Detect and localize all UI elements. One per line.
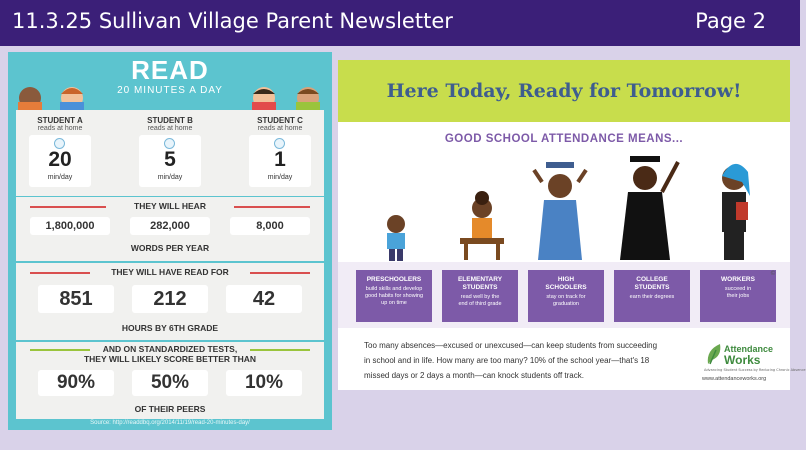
stage-desc-line: graduation (553, 301, 579, 307)
student-reads-label: reads at home (147, 125, 193, 132)
paragraph-line: missed days or 2 days a month—can knock students off track. (364, 371, 584, 380)
test-scores-title-line1: AND ON STANDARDIZED TESTS, (102, 344, 238, 354)
words-heard-title: THEY WILL HEAR (134, 201, 206, 211)
stage-description (614, 294, 690, 301)
student-reads-label: reads at home (257, 125, 303, 132)
hours-value: 212 (132, 285, 208, 313)
stage-desc-line: good habits for showing (364, 293, 424, 299)
high-schooler-figure (534, 162, 586, 260)
student-name: STUDENT C (257, 116, 303, 125)
stage-description (700, 286, 776, 300)
logo-tagline: Advancing Student Success by Reducing Chronic Absence (704, 368, 806, 372)
stage-description (442, 294, 518, 308)
student-name: STUDENT A (37, 116, 83, 125)
attendance-paragraph (364, 338, 694, 383)
hours-value: 851 (38, 285, 114, 313)
student-name: STUDENT B (147, 116, 193, 125)
stage-desc-line: up on time (381, 300, 407, 306)
minutes-unit: min/day (47, 174, 73, 181)
minutes-card (139, 135, 201, 187)
stage-desc-line: build skills and develop (365, 286, 423, 292)
percent-value: 50% (132, 370, 208, 396)
worker-figure (722, 164, 750, 260)
logo-word-works: Works (724, 353, 761, 367)
newsletter-header (0, 0, 800, 46)
words-value: 282,000 (130, 217, 210, 235)
stage-preschoolers (356, 270, 432, 322)
page-number: Page 2 (695, 9, 766, 33)
stage-desc-line: succeed in (724, 286, 752, 292)
source-credit: Source: http://readdbq.org/2014/11/19/read-20-minutes-day/ (90, 420, 250, 426)
copyright-mark: © (770, 270, 776, 277)
students-illustration (338, 152, 790, 262)
minutes-value: 20 (48, 148, 72, 171)
attendance-url: www.attendanceworks.org (702, 376, 767, 382)
minutes-unit: min/day (157, 174, 183, 181)
stage-elementary (442, 270, 518, 322)
newsletter-title: 11.3.25 Sullivan Village Parent Newsletter (12, 9, 453, 33)
stage-description (356, 286, 432, 307)
stage-heading-line: COLLEGE (636, 276, 668, 283)
percent-value: 10% (226, 370, 302, 396)
stage-workers (700, 270, 776, 322)
percent-value: 90% (38, 370, 114, 396)
hours-value: 42 (226, 285, 302, 313)
words-value: 1,800,000 (30, 217, 110, 235)
stage-desc-line: their jobs (726, 293, 750, 299)
minutes-card (29, 135, 91, 187)
percent-caption: OF THEIR PEERS (134, 404, 206, 414)
stage-college (614, 270, 690, 322)
attendance-works-logo (702, 340, 806, 374)
students-panel (16, 110, 324, 196)
paragraph-line: Too many absences—excused or unexcused—can keep students from succeeding (364, 341, 658, 350)
student-reads-label: reads at home (37, 125, 83, 132)
student-a (24, 116, 96, 187)
preschooler-figure (387, 215, 405, 261)
minutes-unit: min/day (267, 174, 293, 181)
stage-heading-line: HIGH (557, 276, 575, 283)
words-value: 8,000 (230, 217, 310, 235)
stage-desc-line: end of third grade (458, 301, 502, 307)
stage-heading-line: STUDENTS (462, 284, 498, 291)
attendance-infographic (338, 60, 806, 390)
stage-heading (442, 276, 518, 292)
student-b (134, 116, 206, 187)
paragraph-line: in school and in life. How many are too many? 10% of the school year—that's 18 (364, 356, 650, 365)
stage-heading-line: STUDENTS (634, 284, 670, 291)
stage-heading-line: ELEMENTARY (457, 276, 503, 283)
words-caption: WORDS PER YEAR (130, 243, 210, 253)
attendance-title: Here Today, Ready for Tomorrow! (386, 80, 742, 102)
college-student-figure (620, 156, 678, 260)
stage-heading (614, 276, 690, 292)
words-heard-panel (16, 197, 324, 261)
read-subtitle: 20 MINUTES A DAY (117, 85, 223, 96)
minutes-value: 1 (274, 148, 286, 171)
logo-word-attendance: Attendance (724, 344, 774, 354)
hours-read-panel (16, 263, 324, 340)
read-infographic (8, 52, 332, 430)
stage-description (528, 294, 604, 308)
stage-desc-line: read well by the (460, 294, 500, 300)
stage-heading: WORKERS (721, 276, 755, 283)
read-title: READ (131, 55, 209, 85)
stage-heading-line: SCHOOLERS (545, 284, 587, 291)
minutes-card (249, 135, 311, 187)
test-scores-panel (16, 342, 324, 419)
minutes-value: 5 (164, 148, 176, 171)
leaf-icon (704, 342, 724, 366)
hours-caption: HOURS BY 6TH GRADE (121, 323, 219, 333)
stage-high-school (528, 270, 604, 322)
test-scores-title-line2: THEY WILL LIKELY SCORE BETTER THAN (83, 354, 257, 364)
attendance-subtitle: GOOD SCHOOL ATTENDANCE MEANS... (444, 133, 684, 145)
stage-desc-line: earn their degrees (629, 294, 675, 300)
student-c (244, 116, 316, 187)
stage-heading (528, 276, 604, 292)
elementary-figure (460, 191, 504, 260)
stage-desc-line: stay on track for (546, 294, 586, 300)
stage-heading: PRESCHOOLERS (366, 276, 422, 283)
hours-read-title: THEY WILL HAVE READ FOR (111, 267, 229, 277)
